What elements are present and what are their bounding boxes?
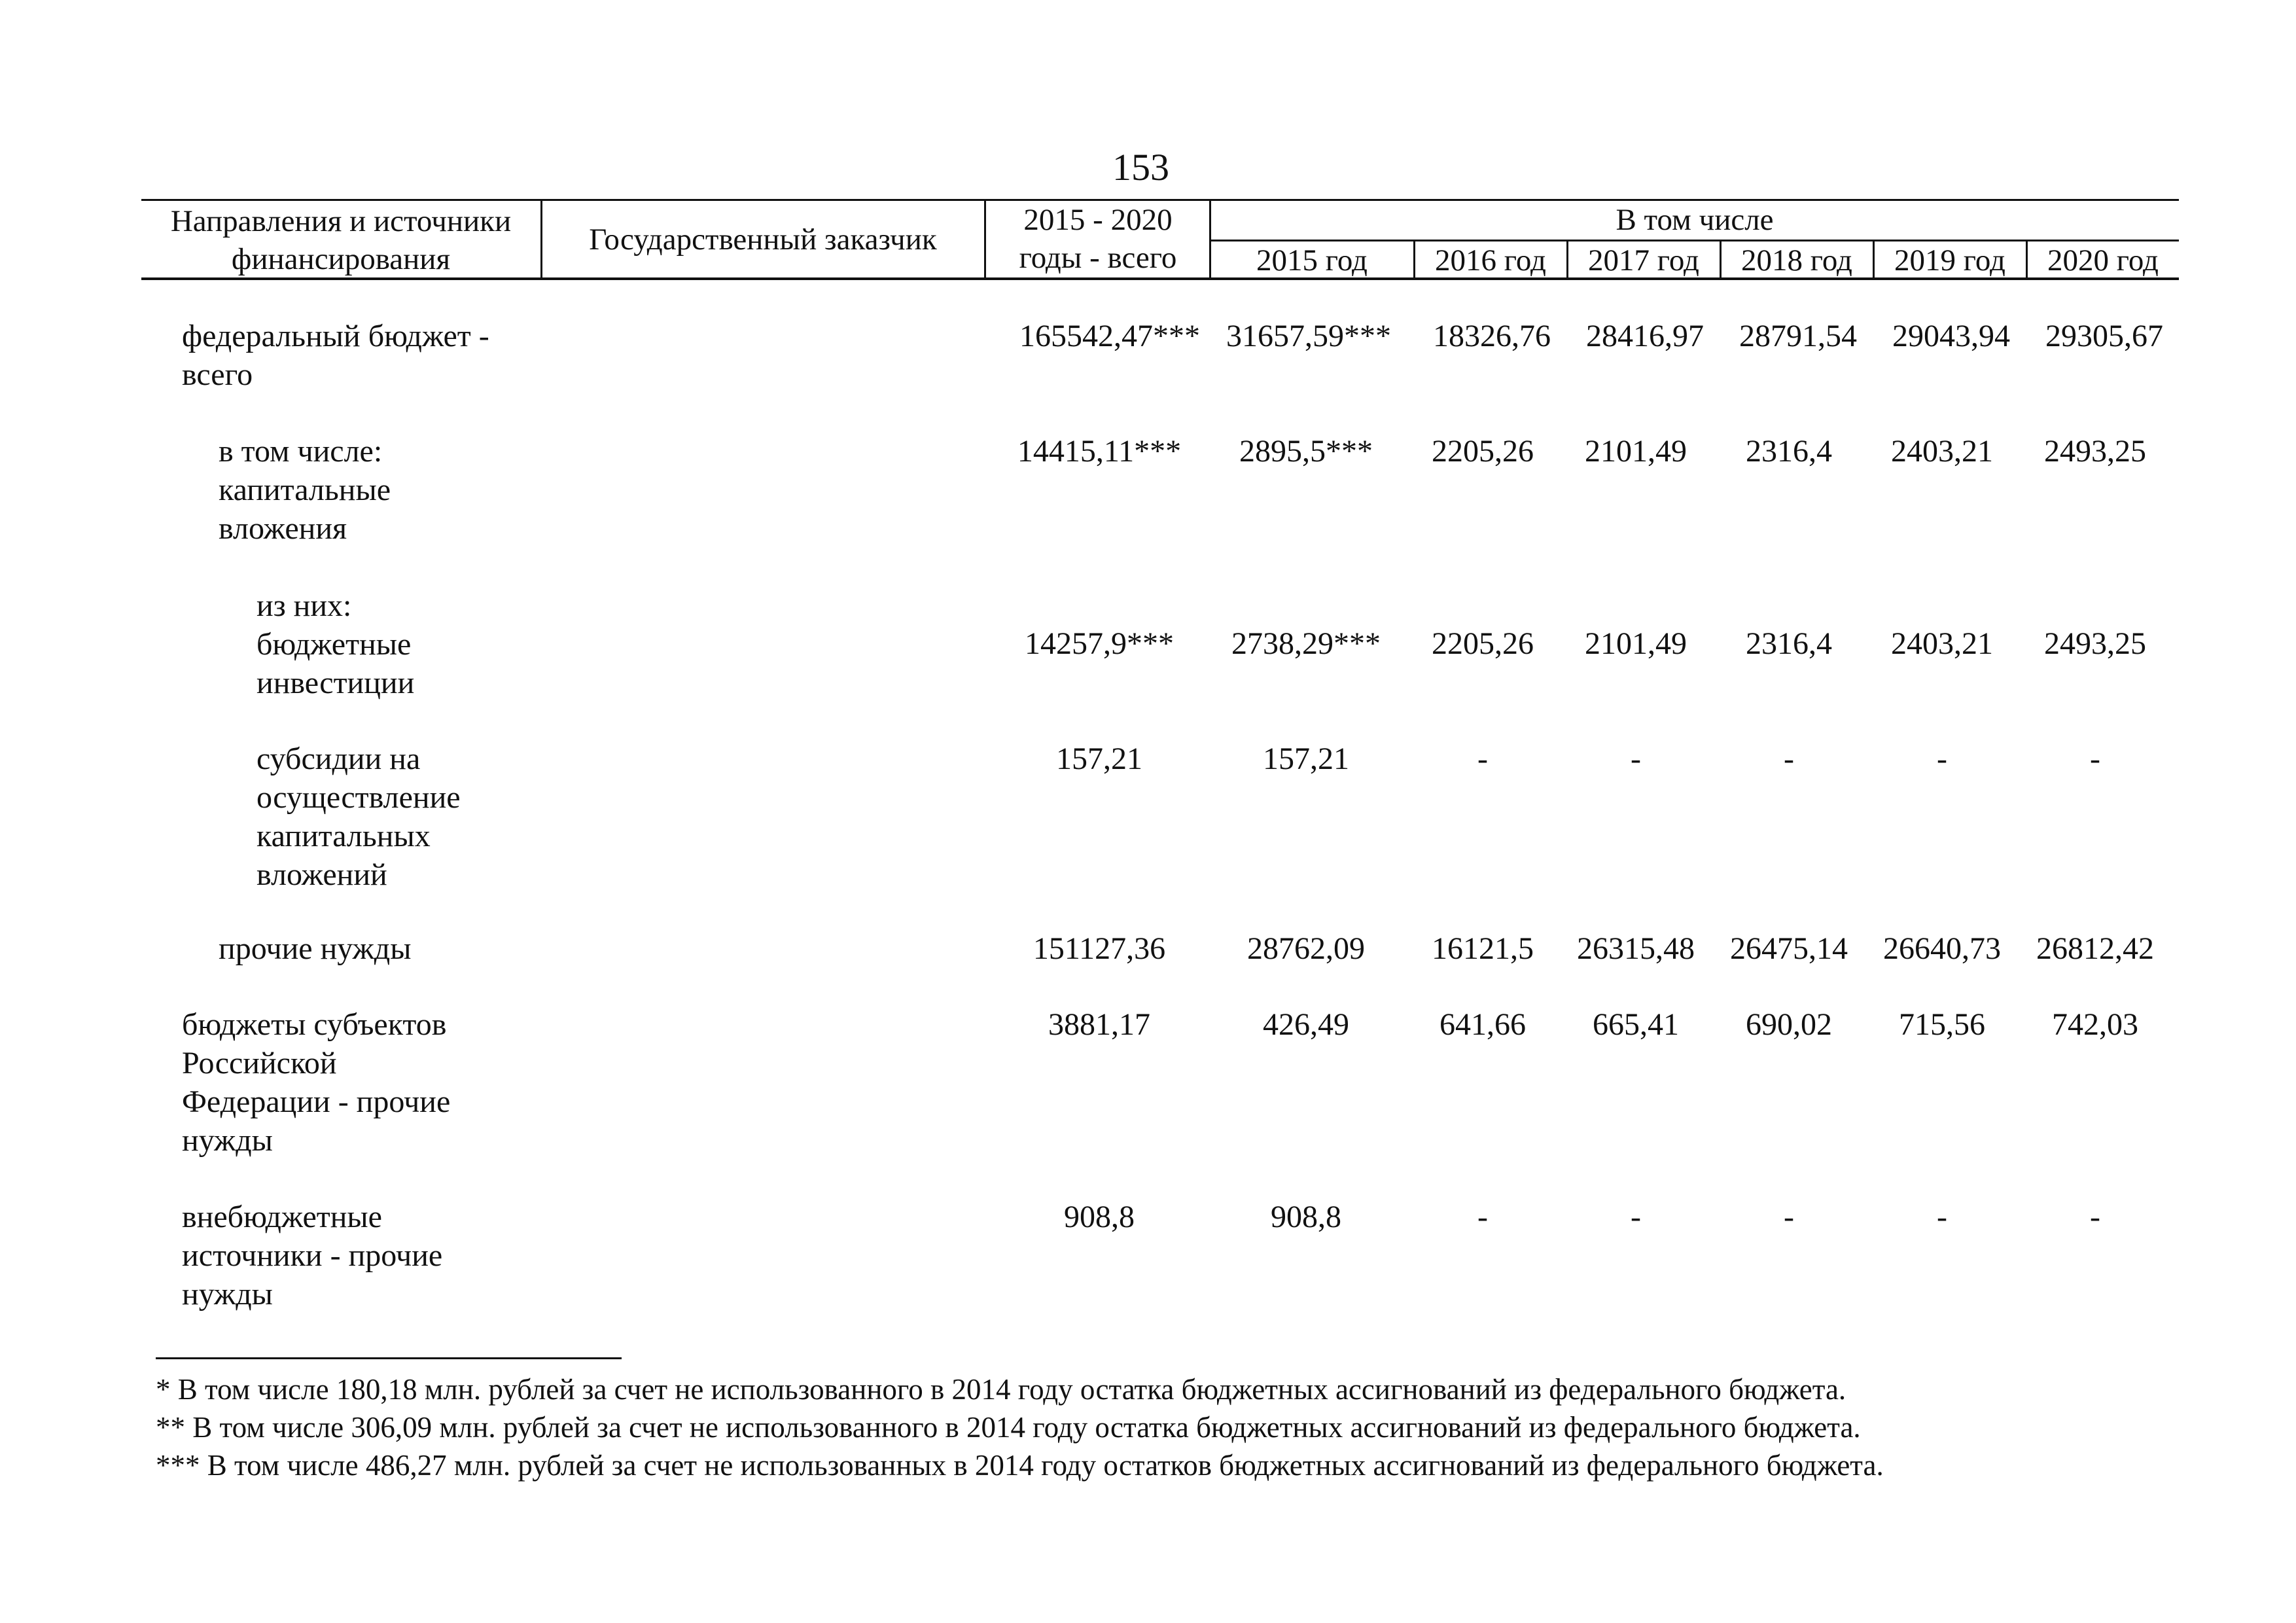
year-cell: 28416,97 xyxy=(1586,319,1704,353)
header-divider xyxy=(984,199,986,280)
year-cell: - xyxy=(1784,1200,1794,1234)
year-cell: - xyxy=(1477,741,1488,776)
column-header-group: В том числе xyxy=(1616,203,1774,237)
year-cell: 28762,09 xyxy=(1247,931,1365,966)
year-cell: 2101,49 xyxy=(1585,434,1687,469)
year-cell: 2403,21 xyxy=(1891,434,1993,469)
column-header-year: 2016 год xyxy=(1435,243,1546,277)
footnote: * В том числе 180,18 млн. рублей за счет не использованного в 2014 году остатка бюджетных ассигнований из федерального бюджета. xyxy=(156,1373,1846,1406)
total-cell: 151127,36 xyxy=(1033,931,1166,966)
year-cell: 26812,42 xyxy=(2036,931,2154,966)
year-cell: 29043,94 xyxy=(1892,319,2010,353)
year-cell: 742,03 xyxy=(2052,1007,2138,1042)
header-divider xyxy=(540,199,542,280)
year-cell: 715,56 xyxy=(1899,1007,1985,1042)
total-cell: 14415,11*** xyxy=(1017,434,1182,469)
column-header-year: 2019 год xyxy=(1894,243,2005,277)
year-cell: 28791,54 xyxy=(1739,319,1857,353)
year-cell: 690,02 xyxy=(1746,1007,1832,1042)
year-cell: 26640,73 xyxy=(1883,931,2001,966)
footnote: *** В том числе 486,27 млн. рублей за счет не использованных в 2014 году остатков бюджетных ассигнований из федерального бюджета. xyxy=(156,1449,1884,1482)
year-cell: 31657,59*** xyxy=(1226,319,1391,353)
year-cell: - xyxy=(1937,741,1947,776)
year-cell: 2738,29*** xyxy=(1231,626,1381,661)
year-cell: - xyxy=(1631,741,1641,776)
year-cell: 2316,4 xyxy=(1746,434,1832,469)
total-cell: 157,21 xyxy=(1056,741,1142,776)
year-cell: - xyxy=(1631,1200,1641,1234)
row-label: бюджеты субъектов Российской Федерации - прочие нужды xyxy=(182,1007,451,1158)
row-label: внебюджетные источники - прочие нужды xyxy=(182,1200,443,1311)
footnote-separator xyxy=(156,1357,622,1359)
year-cell: - xyxy=(1937,1200,1947,1234)
header-divider xyxy=(2026,240,2028,280)
header-divider xyxy=(1720,240,1722,280)
column-header-total-years: 2015 - 2020 xyxy=(1023,203,1173,237)
year-cell: 426,49 xyxy=(1263,1007,1349,1042)
total-cell: 3881,17 xyxy=(1048,1007,1150,1042)
header-divider xyxy=(1873,240,1875,280)
year-cell: 2895,5*** xyxy=(1239,434,1373,469)
row-label: из них: бюджетные инвестиции xyxy=(256,588,415,700)
row-label: в том числе: капитальные вложения xyxy=(219,434,391,546)
year-cell: 641,66 xyxy=(1439,1007,1526,1042)
total-cell: 908,8 xyxy=(1064,1200,1135,1234)
year-cell: 157,21 xyxy=(1263,741,1349,776)
page-number: 153 xyxy=(1112,146,1169,188)
year-cell: 26475,14 xyxy=(1730,931,1848,966)
column-header-year: 2015 год xyxy=(1256,243,1368,277)
year-cell: 26315,48 xyxy=(1577,931,1695,966)
year-cell: 2101,49 xyxy=(1585,626,1687,661)
year-cell: 2493,25 xyxy=(2044,434,2146,469)
column-header-directions: Направления и источники финансирования xyxy=(170,204,512,276)
header-divider xyxy=(1209,199,1211,280)
column-header-total-label: годы - всего xyxy=(1019,241,1177,275)
year-cell: - xyxy=(1784,741,1794,776)
column-header-year: 2017 год xyxy=(1588,243,1699,277)
row-label: федеральный бюджет - всего xyxy=(182,319,489,392)
row-label: прочие нужды xyxy=(219,931,412,966)
header-divider xyxy=(1413,240,1415,280)
column-header-year: 2018 год xyxy=(1741,243,1852,277)
header-divider xyxy=(1566,240,1568,280)
row-label: субсидии на осуществление капитальных вложений xyxy=(256,741,461,892)
year-cell: - xyxy=(2090,1200,2100,1234)
year-cell: 16121,5 xyxy=(1432,931,1534,966)
total-cell: 165542,47*** xyxy=(1019,319,1200,353)
year-cell: 2403,21 xyxy=(1891,626,1993,661)
year-cell: 2316,4 xyxy=(1746,626,1832,661)
column-header-customer: Государственный заказчик xyxy=(589,223,937,257)
footnote: ** В том числе 306,09 млн. рублей за счет не использованного в 2014 году остатка бюджетных ассигнований из федерального бюджета. xyxy=(156,1411,1861,1444)
year-cell: 2205,26 xyxy=(1432,626,1534,661)
year-cell: 665,41 xyxy=(1593,1007,1679,1042)
year-cell: 2205,26 xyxy=(1432,434,1534,469)
year-cell: 908,8 xyxy=(1271,1200,1341,1234)
column-header-year: 2020 год xyxy=(2047,243,2159,277)
total-cell: 14257,9*** xyxy=(1025,626,1174,661)
year-cell: 29305,67 xyxy=(2045,319,2163,353)
year-cell: 2493,25 xyxy=(2044,626,2146,661)
year-cell: - xyxy=(2090,741,2100,776)
year-cell: - xyxy=(1477,1200,1488,1234)
year-cell: 18326,76 xyxy=(1433,319,1551,353)
